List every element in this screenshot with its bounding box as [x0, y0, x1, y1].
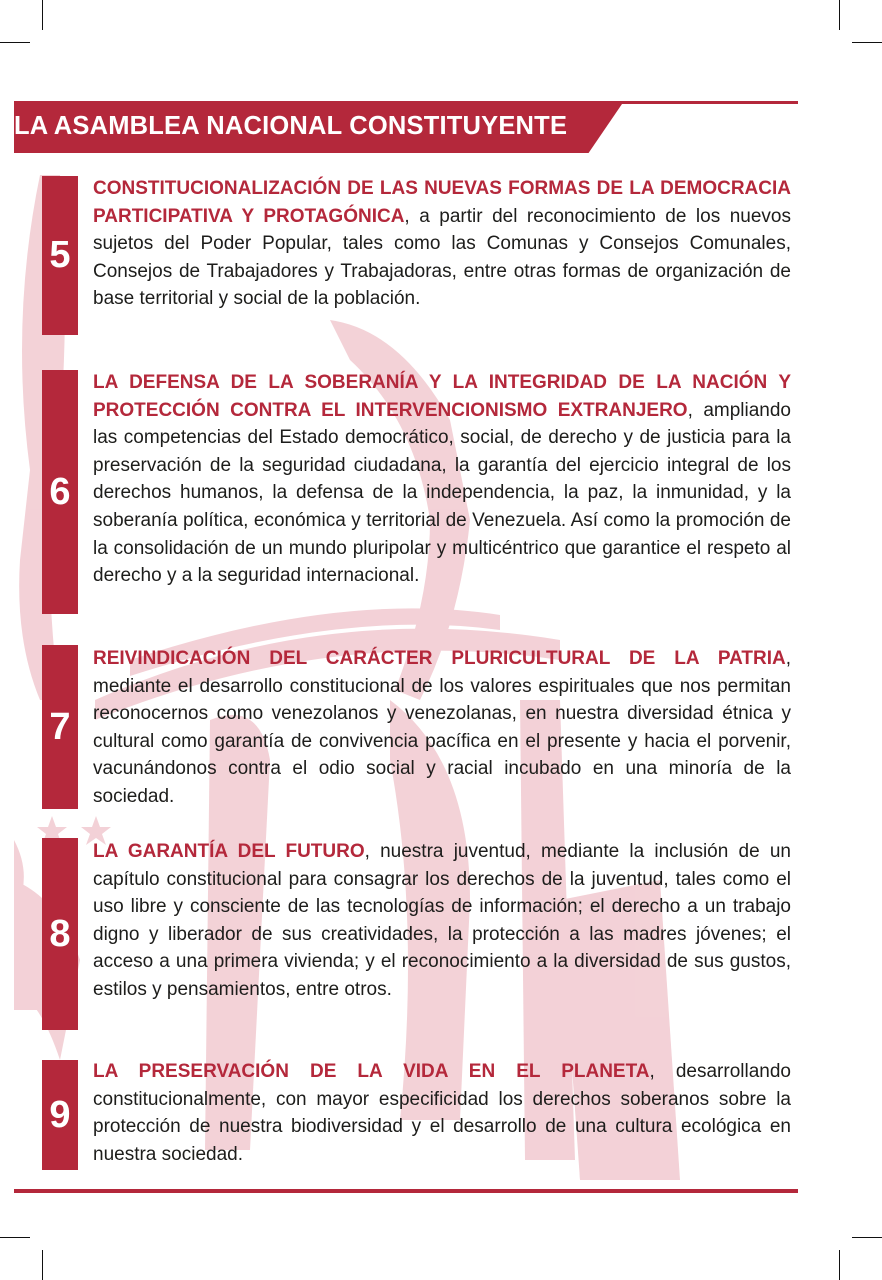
item-number-9 — [42, 1060, 78, 1170]
item-heading: LA GARANTÍA DEL FUTURO — [93, 841, 365, 862]
item-text-9 — [93, 1058, 791, 1168]
item-number-label: 7 — [49, 705, 71, 748]
item-number-6 — [42, 370, 78, 614]
item-number-label: 8 — [49, 912, 71, 955]
item-number-7 — [42, 645, 78, 809]
page-title: LA ASAMBLEA NACIONAL CONSTITUYENTE — [14, 112, 568, 140]
item-body: , ampliando las competencias del Estado democrático, social, de derecho y de justicia para la preservación de la seguridad ciudadana, la garantía del ejercicio integral de los derechos humanos, la defensa de la independencia, la paz, la inmunidad, y la soberanía política, económica y territorial de Venezuela. Así como la promoción de la consolidación de un mundo pluripolar y multicéntrico que garantice el respeto al derecho y a la seguridad internacional. — [93, 399, 791, 587]
item-heading: REIVINDICACIÓN DEL CARÁCTER PLURICULTURAL DE LA PATRIA — [93, 648, 786, 669]
item-body: , a partir del reconocimiento de los nuevos sujetos del Poder Popular, tales como las Comunas y Consejos Comunales, Consejos de Trabajadores y Trabajadoras, entre otras formas de organización de base territorial y social de la población. — [93, 205, 791, 310]
header-top-rule — [14, 101, 798, 104]
item-text-6 — [93, 369, 791, 590]
item-heading: LA DEFENSA DE LA SOBERANÍA Y LA INTEGRIDAD DE LA NACIÓN Y PROTECCIÓN CONTRA EL INTERVENCIONISMO EXTRANJERO — [93, 372, 791, 421]
item-text-5 — [93, 175, 791, 313]
item-number-label: 5 — [49, 234, 71, 276]
item-number-5 — [42, 176, 78, 335]
footer-rule — [14, 1189, 798, 1193]
item-number-label: 6 — [49, 470, 71, 513]
item-text-8 — [93, 838, 791, 1004]
item-body: , mediante el desarrollo constitucional de los valores espirituales que nos permitan reconocernos como venezolanos y venezolanas, en nuestra diversidad étnica y cultural como garantía de convivencia pacífica en el presente y hacia el porvenir, vacunándonos contra el odio social y racial incubado en una minoría de la sociedad. — [93, 648, 791, 807]
item-number-label: 9 — [49, 1093, 71, 1136]
item-number-8 — [42, 838, 78, 1030]
item-heading: LA PRESERVACIÓN DE LA VIDA EN EL PLANETA — [93, 1061, 650, 1082]
item-text-7 — [93, 645, 791, 811]
item-heading: CONSTITUCIONALIZACIÓN DE LAS NUEVAS FORMAS DE LA DEMOCRACIA PARTICIPATIVA Y PROTAGÓNICA — [93, 178, 791, 227]
item-body: , desarrollando constitucionalmente, con mayor especificidad los derechos soberanos sobre la protección de nuestra biodiversidad y el desarrollo de una cultura ecológica en nuestra sociedad. — [93, 1061, 791, 1165]
item-body: , nuestra juventud, mediante la inclusión de un capítulo constitucional para consagrar los derechos de la juventud, tales como el uso libre y consciente de las tecnologías de información; el derecho a un trabajo digno y liberador de sus creatividades, la protección a las madres jóvenes; el acceso a una primera vivienda; y el reconocimiento a la diversidad de sus gustos, estilos y pensamientos, entre otros. — [93, 841, 791, 1000]
